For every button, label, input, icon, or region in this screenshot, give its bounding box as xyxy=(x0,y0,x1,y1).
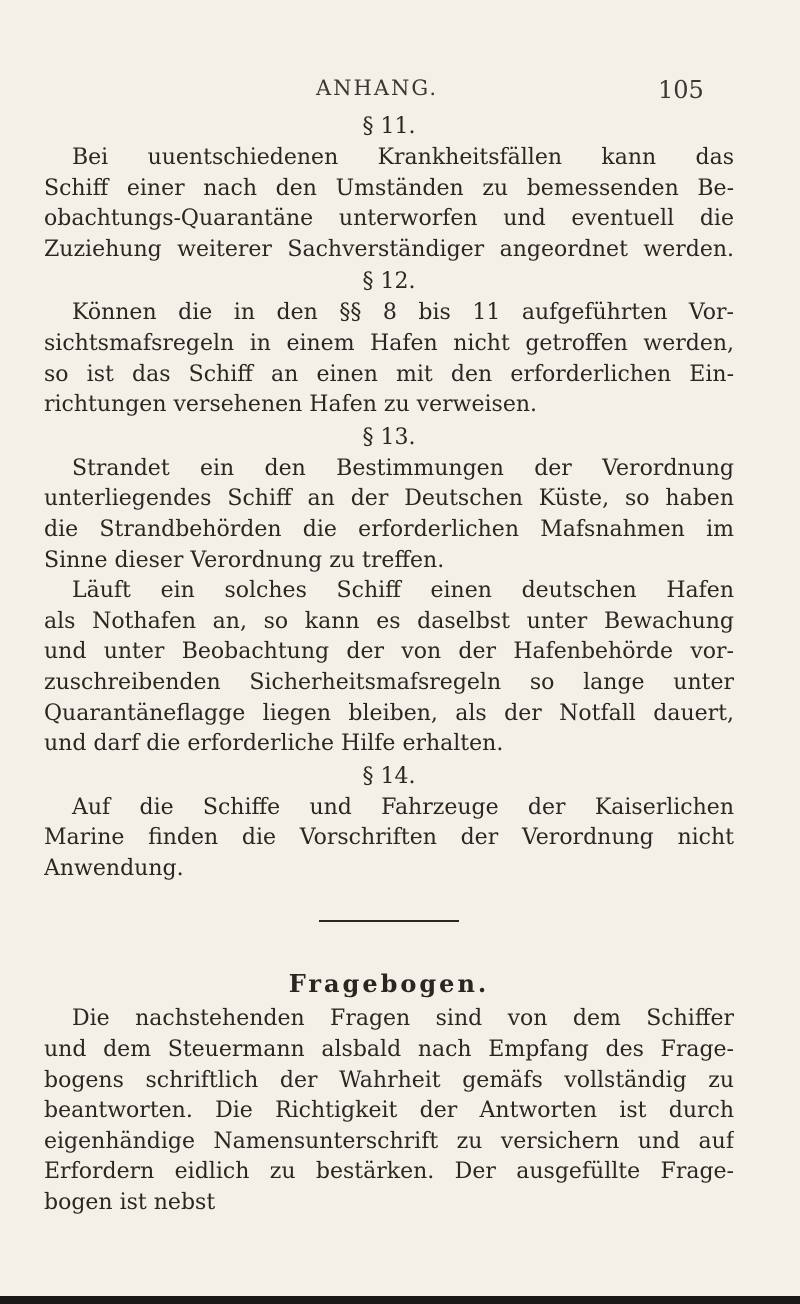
text-line: zuschreibenden Sicherheitsmafsregeln so lange unter xyxy=(44,669,734,695)
text-line: richtungen versehenen Hafen zu verweisen. xyxy=(44,392,538,418)
text-line: Können die in den §§ 8 bis 11 aufgeführten Vor- xyxy=(72,300,734,326)
text-line: Schiff einer nach den Umständen zu bemessenden Be- xyxy=(44,175,734,201)
text-line: Marine finden die Vorschriften der Verordnung nicht xyxy=(44,825,734,851)
text-line: eigenhändige Namensunterschrift zu versichern und auf xyxy=(44,1128,734,1154)
scan-edge xyxy=(0,1296,800,1304)
section-heading-11: § 11. xyxy=(362,114,416,139)
section-12-text xyxy=(44,298,734,420)
text-line: Anwendung. xyxy=(44,855,184,881)
section-divider xyxy=(319,920,459,922)
text-line: bogen ist nebst xyxy=(44,1190,216,1216)
text-line: die Strandbehörden die erforderlichen Mafsnahmen im xyxy=(44,516,734,542)
page-header xyxy=(0,76,800,106)
running-head: ANHANG. xyxy=(316,76,439,100)
section-heading-12: § 12. xyxy=(362,269,416,295)
text-line: obachtungs-Quarantäne unterworfen und eventuell die xyxy=(44,206,734,232)
text-line: Sinne dieser Verordnung zu treffen. xyxy=(44,547,445,573)
section-11-text xyxy=(44,143,734,265)
section-13-paragraph-1 xyxy=(44,454,734,576)
text-line: und darf die erforderliche Hilfe erhalten. xyxy=(44,731,504,757)
page-content xyxy=(44,110,734,1219)
text-line: Die nachstehenden Fragen sind von dem Schiffer xyxy=(72,1006,734,1032)
text-line: Quarantäneflagge liegen bleiben, als der Notfall dauert, xyxy=(44,700,734,726)
text-line: so ist das Schiff an einen mit den erforderlichen Ein- xyxy=(44,361,734,387)
section-14-text xyxy=(44,793,734,885)
questionnaire-text xyxy=(44,1004,734,1218)
section-heading-13: § 13. xyxy=(362,424,416,450)
section-13-paragraph-2 xyxy=(44,576,734,760)
text-line: Zuziehung weiterer Sachverständiger angeordnet werden. xyxy=(44,236,734,262)
text-line: Strandet ein den Bestimmungen der Verordnung xyxy=(72,455,734,481)
text-line: bogens schriftlich der Wahrheit gemäfs vollständig zu xyxy=(44,1067,734,1093)
text-line: Erfordern eidlich zu bestärken. Der ausgefüllte Frage- xyxy=(44,1159,734,1185)
page-number: 105 xyxy=(658,76,704,104)
text-line: und unter Beobachtung der von der Hafenbehörde vor- xyxy=(44,639,734,665)
text-line: Läuft ein solches Schiff einen deutschen Hafen xyxy=(72,578,734,604)
questionnaire-title: Fragebogen. xyxy=(288,969,490,999)
text-line: Auf die Schiffe und Fahrzeuge der Kaiserlichen xyxy=(72,794,734,820)
section-heading-14: § 14. xyxy=(362,763,416,789)
text-line: sichtsmafsregeln in einem Hafen nicht getroffen werden, xyxy=(44,330,734,356)
text-line: beantworten. Die Richtigkeit der Antworten ist durch xyxy=(44,1098,734,1124)
text-line: unterliegendes Schiff an der Deutschen Küste, so haben xyxy=(44,486,734,512)
text-line: und dem Steuermann alsbald nach Empfang des Frage- xyxy=(44,1037,734,1063)
text-line: Bei uuentschiedenen Krankheitsfällen kann das xyxy=(72,145,734,170)
text-line: als Nothafen an, so kann es daselbst unter Bewachung xyxy=(44,608,734,634)
